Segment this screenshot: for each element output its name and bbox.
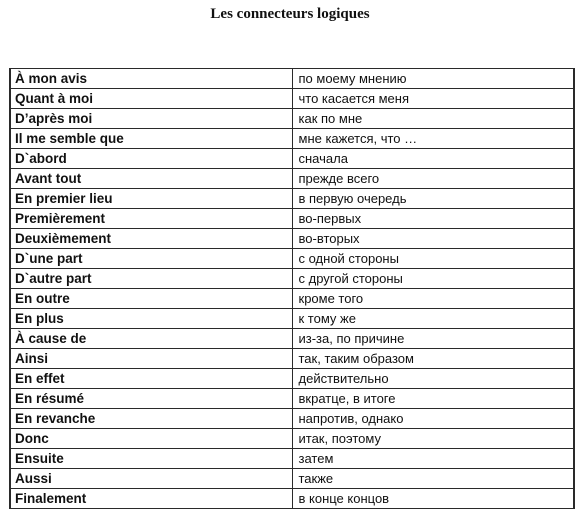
table-row <box>10 69 574 89</box>
russian-translation: сначала <box>292 149 574 169</box>
russian-translation: действительно <box>292 369 574 389</box>
french-connector: Ainsi <box>10 349 292 369</box>
russian-translation: вкратце, в итоге <box>292 389 574 409</box>
russian-translation: в конце концов <box>292 489 574 509</box>
french-connector: Deuxièmement <box>10 229 292 249</box>
french-connector: Aussi <box>10 469 292 489</box>
russian-translation: с одной стороны <box>292 249 574 269</box>
french-connector: En revanche <box>10 409 292 429</box>
table-row <box>10 309 574 329</box>
french-connector: Finalement <box>10 489 292 509</box>
russian-translation: напротив, однако <box>292 409 574 429</box>
table-row <box>10 489 574 509</box>
table-row <box>10 89 574 109</box>
table-row <box>10 169 574 189</box>
table-body <box>10 69 574 509</box>
table-row <box>10 469 574 489</box>
french-connector: Premièrement <box>10 209 292 229</box>
russian-translation: во-вторых <box>292 229 574 249</box>
french-connector: D`abord <box>10 149 292 169</box>
russian-translation: к тому же <box>292 309 574 329</box>
russian-translation: мне кажется, что … <box>292 129 574 149</box>
page-title: Les connecteurs logiques <box>210 6 370 22</box>
table-row <box>10 429 574 449</box>
table-row <box>10 369 574 389</box>
russian-translation: также <box>292 469 574 489</box>
table-row <box>10 349 574 369</box>
french-connector: D`une part <box>10 249 292 269</box>
russian-translation: прежде всего <box>292 169 574 189</box>
table-row <box>10 189 574 209</box>
table-row <box>10 289 574 309</box>
french-connector: D`autre part <box>10 269 292 289</box>
french-connector: En outre <box>10 289 292 309</box>
table-row <box>10 229 574 249</box>
russian-translation: в первую очередь <box>292 189 574 209</box>
table-row <box>10 409 574 429</box>
table-row <box>10 149 574 169</box>
russian-translation: что касается меня <box>292 89 574 109</box>
russian-translation: так, таким образом <box>292 349 574 369</box>
table-row <box>10 209 574 229</box>
french-connector: À mon avis <box>10 69 292 89</box>
french-connector: Ensuite <box>10 449 292 469</box>
french-connector: Il me semble que <box>10 129 292 149</box>
russian-translation: затем <box>292 449 574 469</box>
table-row <box>10 269 574 289</box>
russian-translation: из-за, по причине <box>292 329 574 349</box>
french-connector: Donc <box>10 429 292 449</box>
table-row <box>10 249 574 269</box>
russian-translation: по моему мнению <box>292 69 574 89</box>
table-row <box>10 449 574 469</box>
russian-translation: итак, поэтому <box>292 429 574 449</box>
russian-translation: с другой стороны <box>292 269 574 289</box>
french-connector: Avant tout <box>10 169 292 189</box>
russian-translation: кроме того <box>292 289 574 309</box>
table-row <box>10 389 574 409</box>
table-row <box>10 329 574 349</box>
french-connector: Quant à moi <box>10 89 292 109</box>
connectors-table <box>9 68 575 509</box>
french-connector: À cause de <box>10 329 292 349</box>
french-connector: En premier lieu <box>10 189 292 209</box>
french-connector: En effet <box>10 369 292 389</box>
table-row <box>10 109 574 129</box>
russian-translation: во-первых <box>292 209 574 229</box>
french-connector: D’après moi <box>10 109 292 129</box>
french-connector: En plus <box>10 309 292 329</box>
french-connector: En résumé <box>10 389 292 409</box>
russian-translation: как по мне <box>292 109 574 129</box>
table-row <box>10 129 574 149</box>
